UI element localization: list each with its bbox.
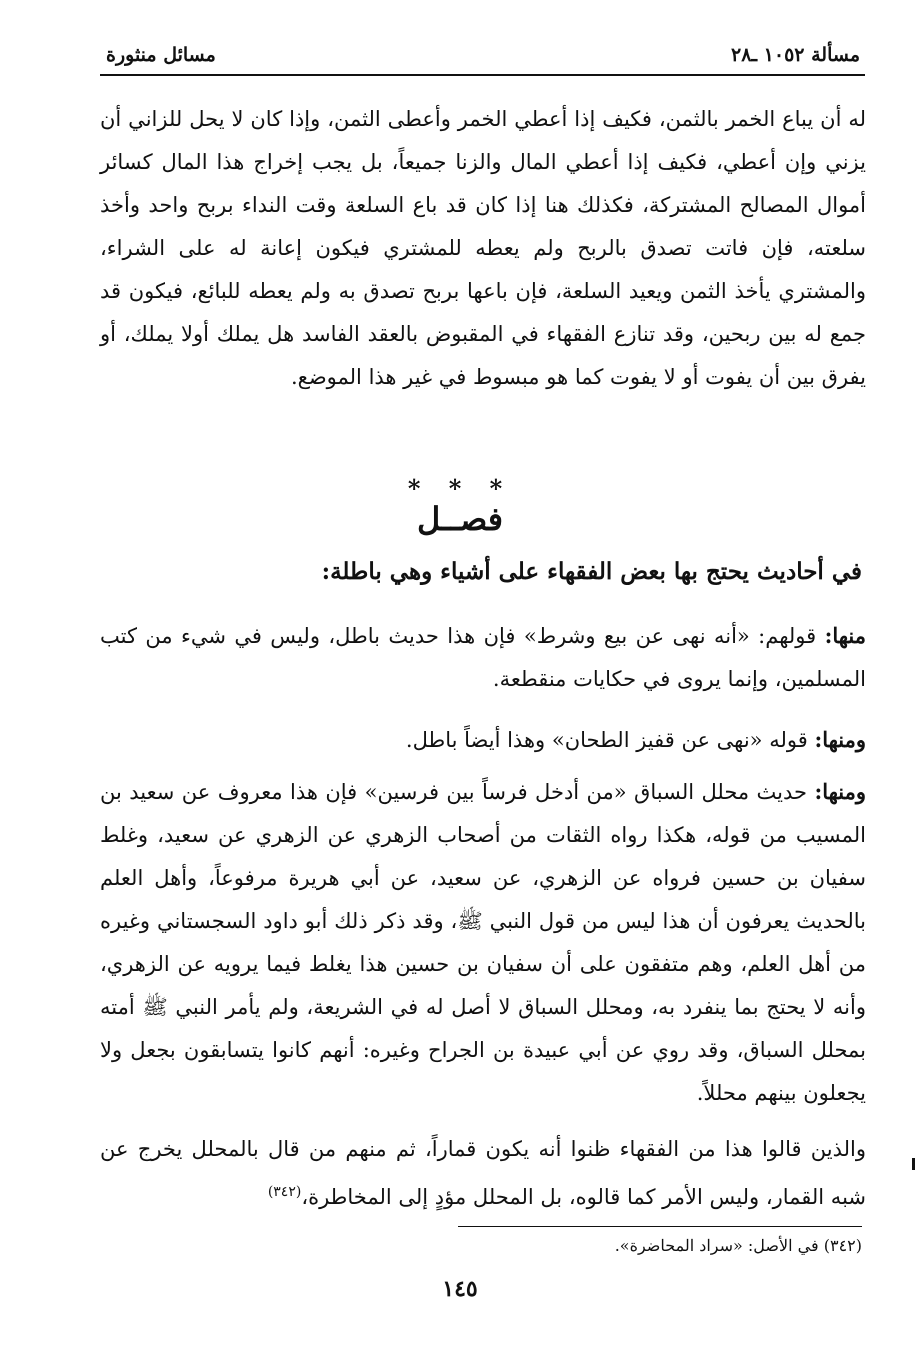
paragraph-item-2 xyxy=(100,718,866,762)
issue-number: مسألة ١٠٥٢ ـ٢٨ xyxy=(731,44,860,66)
item-lead: منها: xyxy=(824,623,866,648)
item-lead: ومنها: xyxy=(814,779,866,804)
section-separator: * * * xyxy=(407,474,513,503)
item-text: قولهم: «أنه نهى عن بيع وشرط» فإن هذا حديث باطل، وليس في شيء من كتب المسلمين، وإنما يروى في حكايات منقطعة. xyxy=(100,624,866,691)
paragraph-text: والذين قالوا هذا من الفقهاء ظنوا أنه يكون قماراً، ثم منهم من قال بالمحلل يخرج عن شبه القمار، وليس الأمر كما قالوه، بل المحلل مؤدٍ إلى المخاطرة، xyxy=(100,1137,866,1209)
footnote: (٣٤٢) في الأصل: «سراد المحاضرة». xyxy=(614,1236,862,1255)
item-text: حديث محلل السباق «من أدخل فرساً بين فرسين» فإن هذا معروف عن سعيد بن المسيب من قوله، هكذا رواه الثقات من أصحاب الزهري عن الزهري عن سعيد، وغلط سفيان بن حسين فرواه عن الزهري، عن سعيد، عن أبي هريرة مرفوعاً، وأهل العلم بالحديث يعرفون أن هذا ليس من قول النبي ﷺ، وقد ذكر ذلك أبو داود السجستاني وغيره من أهل العلم، وهم متفقون على أن سفيان بن حسين هذا يغلط فيما يرويه عن الزهري، وأنه لا يحتج بما ينفرد به، ومحلل السباق لا أصل له في الشريعة، ولم يأمر النبي ﷺ أمته بمحلل السباق، وقد روي عن أبي عبيدة بن الجراح وغيره: أنهم كانوا يتسابقون بجعل ولا يجعلون بينهم محللاً. xyxy=(100,780,866,1105)
margin-mark xyxy=(912,1158,915,1170)
paragraph-item-1 xyxy=(100,614,866,701)
item-lead: ومنها: xyxy=(814,727,866,752)
footnote-reference[interactable]: (٣٤٢) xyxy=(267,1184,302,1200)
paragraph-final xyxy=(100,1128,866,1219)
chapter-title: فصــل xyxy=(416,500,504,538)
running-head xyxy=(100,38,860,72)
item-text: قوله «نهى عن قفيز الطحان» وهذا أيضاً باطل. xyxy=(405,728,815,752)
book-title: مسائل منثورة xyxy=(106,44,216,66)
paragraph-item-3 xyxy=(100,770,866,1115)
section-heading: في أحاديث يحتج بها بعض الفقهاء على أشياء وهي باطلة: xyxy=(321,558,862,585)
paragraph-continuation: له أن يباع الخمر بالثمن، فكيف إذا أعطي الخمر وأعطى الثمن، وإذا كان لا يحل للزاني أن يزني وإن أعطي، فكيف إذا أعطي المال والزنا جميعاً، بل يجب إخراج هذا المال كسائر أموال المصالح المشتركة، فكذلك هنا إذا كان قد باع السلعة وقت النداء بربح واحد وأخذ سلعته، فإن فاتت تصدق بالربح ولم يعطه للمشتري فيكون إعانة له على الشراء، والمشتري يأخذ الثمن ويعيد السلعة، فإن باعها بربح تصدق به ولم يعطه للبائع، فيكون قد جمع له بين ربحين، وقد تنازع الفقهاء في المقبوض بالعقد الفاسد هل يملك أولا يملك، أو يفرق بين أن يفوت أو لا يفوت كما هو مبسوط في غير هذا الموضع. xyxy=(100,107,866,389)
header-rule xyxy=(100,74,865,76)
footnote-rule xyxy=(458,1226,862,1227)
page-number: ١٤٥ xyxy=(442,1276,478,1302)
